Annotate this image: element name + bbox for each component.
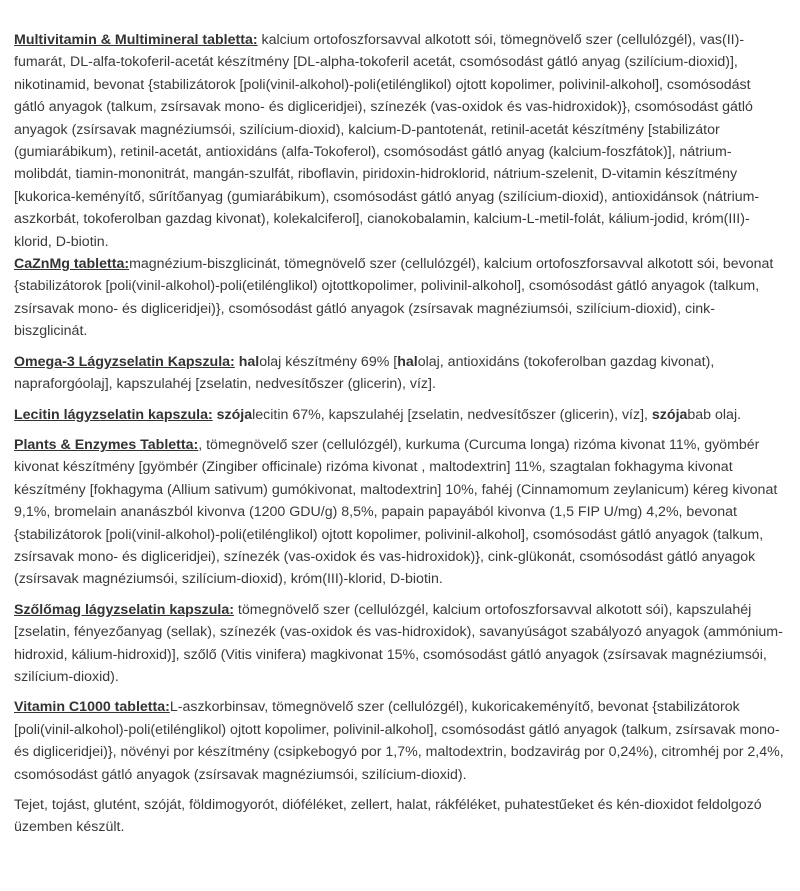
cazn-paragraph [14, 253, 784, 343]
plants-text: , tömegnövelő szer (cellulózgél), kurkuma (Curcuma longa) rizóma kivonat 11%, gyömbér kivonat készítmény [gyömbér (Zingiber officinale) rizóma kivonat , maltodextrin] 11%, szagtalan fokhagyma kivonat készítmény [fokhagyma (Allium sativum) gumókivonat, maltodextrin] 10%, fahéj (Cinnamomum zeylanicum) kéreg kivonat 9,1%, bromelain ananászból kivonva (1200 GDU/g) 8,5%, papain papayából kivonva (1,5 FIP U/mg) 4,2%, bevonat {stabilizátorok [poli(vinil-alkohol)-poli(etilénglikol) ojtott kopolimer, polivinil-alkohol], csomósodást gátló anyagok (talkum, zsírsavak mono- és digliceridjei), színezék (vas-oxidok és vas-hidroxidok)}, cink-glükonát, csomósodást gátló anyagok (zsírsavak magnéziumsói, szilícium-dioxid), króm(III)-klorid, D-biotin. [14, 436, 778, 588]
ingredients-document [14, 29, 784, 847]
szolomag-paragraph [14, 599, 784, 689]
lecitin-text-3: bab olaj. [687, 406, 742, 423]
multivitamin-paragraph [14, 29, 784, 253]
lecitin-allergen-2: szója [651, 406, 688, 423]
cazn-label: CaZnMg tabletta: [14, 256, 130, 273]
allergen-notice [14, 794, 784, 839]
vitc-label: Vitamin C1000 tabletta: [14, 699, 170, 716]
cazn-text: magnézium-biszglicinát, tömegnövelő szer (cellulózgél), kalcium ortofoszforsavval alkotott sói, bevonat {stabilizátorok [poli(vinil-alkohol)-poli(etilénglikol) ojtottkopolimer, polivinil-alkohol], csomósodást gátló anyagok (talkum, zsírsavak mono- és digliceridjei)}, csomósodást gátló anyagok (zsírsavak magnéziumsói, szilícium-dioxid), cink-biszglicinát. [14, 256, 774, 340]
vitc-paragraph [14, 696, 784, 786]
omega-label: Omega-3 Lágyzselatin Kapszula: [14, 353, 235, 370]
omega-paragraph [14, 351, 784, 396]
plants-label: Plants & Enzymes Tabletta: [14, 436, 199, 453]
szolomag-label: Szőlőmag lágyzselatin kapszula: [14, 601, 234, 618]
omega-allergen-1: hal [238, 353, 260, 370]
plants-paragraph [14, 434, 784, 591]
multivitamin-text: kalcium ortofoszforsavval alkotott sói, tömegnövelő szer (cellulózgél), vas(II)-fumarát, DL-alfa-tokoferil-acetát készítmény [DL-alpha-tokoferil acetát, csomósodást gátló anyag (szilícium-dioxid)], nikotinamid, bevonat {stabilizátorok [poli(vinil-alkohol)-poli(etilénglikol) ojtott kopolimer, polivinil-alkohol], csomósodást gátló anyagok (talkum, zsírsavak mono- és digliceridjei), színezék (vas-oxidok és vas-hidroxidok)}, csomósodást gátló anyagok (zsírsavak magnéziumsói, szilícium-dioxid), kalcium-D-pantotenát, retinil-acetát készítmény [stabilizátor (gumiarábikum), retinil-acetát, antioxidáns (alfa-Tokoferol), csomósodást gátló anyag (kalcium-foszfátok)], nátrium-molibdát, tiamin-mononitrát, mangán-szulfát, riboflavin, piridoxin-hidroklorid, nátrium-szelenit, D-vitamin készítmény [kukorica-keményítő, sűrítőanyag (gumiarábikum), csomósodást gátló anyag (szilícium-dioxid), antioxidánsok (nátrium-aszkorbát, tokoferolban gazdag kivonat), kolekalciferol], cianokobalamin, kalcium-L-metil-folát, kálium-jodid, króm(III)-klorid, D-biotin. [14, 32, 760, 250]
omega-text-3: olaj, antioxidáns (tokoferolban gazdag kivonat), napraforgóolaj], kapszulahéj [zselatin, nedvesítőszer (glicerin), víz]. [14, 353, 715, 393]
szolomag-text: tömegnövelő szer (cellulózgél, kalcium ortofoszforsavval alkotott sói), kapszulahéj [zselatin, fényezőanyag (sellak), színezék (vas-oxidok és vas-hidroxidok), savanyúságot szabályozó anyagok (ammónium-hidroxid, kálium-hidroxid)], szőlő (Vitis vinifera) magkivonat 15%, csomósodást gátló anyagok (zsírsavak magnéziumsói, szilícium-dioxid). [14, 601, 783, 685]
lecitin-label: Lecitin lágyzselatin kapszula: [14, 406, 213, 423]
lecitin-paragraph [14, 404, 784, 426]
allergen-text: Tejet, tojást, glutént, szóját, földimogyorót, dióféléket, zellert, halat, rákféléket, puhatestűeket és kén-dioxidot feldolgozó üzemben készült. [14, 797, 762, 836]
lecitin-allergen-1: szója [216, 406, 253, 423]
multivitamin-label: Multivitamin & Multimineral tabletta: [14, 32, 258, 48]
omega-allergen-2: hal [397, 353, 418, 370]
vitc-text: L-aszkorbinsav, tömegnövelő szer (cellulózgél), kukoricakeményítő, bevonat {stabilizátorok [poli(vinil-alkohol)-poli(etilénglikol) ojtott kopolimer, polivinil-alkohol], csomósodást gátló anyagok (talkum, zsírsavak mono- és digliceridjei)}, növényi por készítmény (csipkebogyó por 1,7%, maltodextrin, bodzavirág por 0,24%), citromhéj por 2,4%, csomósodást gátló anyagok (zsírsavak magnéziumsói, szilícium-dioxid). [14, 699, 784, 783]
omega-text-2: olaj készítmény 69% [ [259, 353, 398, 370]
lecitin-text-2: lecitin 67%, kapszulahéj [zselatin, nedvesítőszer (glicerin), víz], [252, 406, 652, 423]
